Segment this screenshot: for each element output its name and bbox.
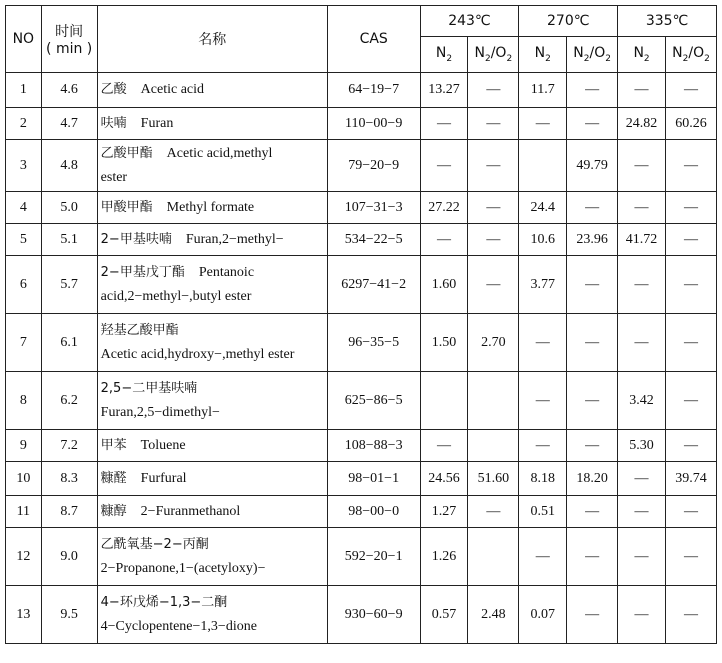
row-value: — (567, 192, 618, 224)
header-temp-335: 335℃ (618, 6, 717, 37)
row-value: — (665, 224, 716, 256)
name-english: Furfural (140, 470, 187, 486)
row-time: 7.2 (41, 430, 97, 462)
name-chinese: 2−甲基戊丁酯 (100, 264, 185, 280)
row-no: 10 (6, 462, 42, 496)
row-cas: 592−20−1 (327, 528, 420, 586)
row-name (97, 73, 327, 108)
row-name (97, 224, 327, 256)
name-english: Toluene (140, 437, 186, 453)
row-no: 2 (6, 108, 42, 140)
row-value: 13.27 (420, 73, 468, 108)
row-value: — (618, 496, 666, 528)
row-name (97, 314, 327, 372)
row-name (97, 192, 327, 224)
table-header (6, 6, 717, 73)
row-value: — (618, 140, 666, 192)
name-english: Methyl formate (166, 199, 255, 215)
row-value: — (420, 430, 468, 462)
row-value: 0.57 (420, 586, 468, 644)
table-row (6, 462, 717, 496)
compound-table (5, 5, 717, 644)
row-cas: 6297−41−2 (327, 256, 420, 314)
table-row (6, 430, 717, 462)
row-value: 3.42 (618, 372, 666, 430)
row-value: — (519, 528, 567, 586)
name-english: Furan,2−methyl− (185, 231, 284, 247)
name-chinese: 乙酸甲酯 (100, 145, 153, 161)
row-time: 5.0 (41, 192, 97, 224)
row-value: — (567, 586, 618, 644)
row-value: 3.77 (519, 256, 567, 314)
header-time-label: 时间 (55, 24, 84, 40)
table-row (6, 192, 717, 224)
row-value: — (420, 108, 468, 140)
row-cas: 79−20−9 (327, 140, 420, 192)
row-value: — (567, 73, 618, 108)
header-temp-270: 270℃ (519, 6, 618, 37)
row-value: — (665, 314, 716, 372)
row-cas: 98−01−1 (327, 462, 420, 496)
table-body (6, 73, 717, 644)
row-value: — (468, 140, 519, 192)
row-value: — (665, 496, 716, 528)
table-row (6, 73, 717, 108)
row-value: 10.6 (519, 224, 567, 256)
row-value: — (618, 462, 666, 496)
row-cas: 534−22−5 (327, 224, 420, 256)
name-chinese: 糠醇 (100, 503, 127, 519)
name-chinese: 乙酰氧基−2−丙酮 (100, 536, 209, 552)
row-value: 23.96 (567, 224, 618, 256)
row-time: 5.7 (41, 256, 97, 314)
row-value: 24.4 (519, 192, 567, 224)
row-value: — (618, 256, 666, 314)
name-english-line2: 4−Cyclopentene−1,3−dione (100, 618, 257, 634)
header-n2: $N_2$ (519, 37, 567, 73)
table-row (6, 314, 717, 372)
name-chinese: 乙酸 (100, 82, 127, 97)
row-cas: 930−60−9 (327, 586, 420, 644)
row-cas: 98−00−0 (327, 496, 420, 528)
row-value: — (468, 256, 519, 314)
name-chinese: 甲酸甲酯 (100, 199, 153, 215)
table-row (6, 140, 717, 192)
row-value: 27.22 (420, 192, 468, 224)
row-value: — (567, 314, 618, 372)
name-english: Acetic acid,methyl (166, 145, 273, 161)
row-name (97, 372, 327, 430)
row-value: 1.26 (420, 528, 468, 586)
table-row (6, 496, 717, 528)
row-value: — (468, 73, 519, 108)
row-value: 0.51 (519, 496, 567, 528)
row-value: — (665, 256, 716, 314)
row-value (468, 430, 519, 462)
row-time: 4.8 (41, 140, 97, 192)
row-time: 5.1 (41, 224, 97, 256)
row-name (97, 140, 327, 192)
name-chinese: 羟基乙酸甲酯 (100, 322, 179, 338)
row-value: — (519, 108, 567, 140)
row-value: 1.50 (420, 314, 468, 372)
row-cas: 107−31−3 (327, 192, 420, 224)
row-value: — (618, 586, 666, 644)
row-value: — (420, 140, 468, 192)
row-value: — (468, 108, 519, 140)
header-n2-o2: $N_2/O_2$ (567, 37, 618, 73)
row-value: 18.20 (567, 462, 618, 496)
header-n2-o2: $N_2/O_2$ (665, 37, 716, 73)
name-chinese: 甲苯 (100, 437, 127, 453)
row-no: 9 (6, 430, 42, 462)
row-time: 6.2 (41, 372, 97, 430)
row-value: 51.60 (468, 462, 519, 496)
row-value: — (567, 256, 618, 314)
row-value: — (567, 430, 618, 462)
row-value: — (665, 586, 716, 644)
table-row (6, 224, 717, 256)
row-value: 41.72 (618, 224, 666, 256)
row-value: 24.56 (420, 462, 468, 496)
row-no: 11 (6, 496, 42, 528)
row-value: 1.60 (420, 256, 468, 314)
row-no: 4 (6, 192, 42, 224)
row-value: — (519, 430, 567, 462)
header-no: NO (6, 6, 42, 73)
row-value: — (519, 314, 567, 372)
row-time: 9.5 (41, 586, 97, 644)
row-name (97, 430, 327, 462)
row-value: 2.48 (468, 586, 519, 644)
row-value: — (618, 528, 666, 586)
row-value: — (665, 192, 716, 224)
row-no: 1 (6, 73, 42, 108)
row-value: — (665, 430, 716, 462)
row-no: 5 (6, 224, 42, 256)
name-chinese: 糠醛 (100, 470, 127, 486)
row-name (97, 528, 327, 586)
header-time (41, 6, 97, 73)
row-value: — (665, 528, 716, 586)
row-value: 8.18 (519, 462, 567, 496)
row-cas: 625−86−5 (327, 372, 420, 430)
row-value: — (567, 372, 618, 430)
row-value (420, 372, 468, 430)
row-cas: 108−88−3 (327, 430, 420, 462)
name-english: Furan (140, 115, 174, 131)
row-no: 8 (6, 372, 42, 430)
row-value: — (420, 224, 468, 256)
row-time: 4.6 (41, 73, 97, 108)
name-chinese: 2−甲基呋喃 (100, 231, 172, 247)
row-value: — (468, 224, 519, 256)
name-english: Pentanoic (198, 264, 255, 280)
table-row (6, 528, 717, 586)
row-value: — (665, 73, 716, 108)
row-value: — (567, 108, 618, 140)
row-value: 39.74 (665, 462, 716, 496)
row-no: 7 (6, 314, 42, 372)
row-value: — (618, 192, 666, 224)
row-value: — (519, 372, 567, 430)
name-chinese: 呋喃 (100, 115, 127, 131)
row-value: — (618, 314, 666, 372)
row-value: 1.27 (420, 496, 468, 528)
name-english-line2: ester (100, 169, 128, 185)
row-value: — (567, 496, 618, 528)
row-value: 24.82 (618, 108, 666, 140)
row-time: 6.1 (41, 314, 97, 372)
row-value: — (567, 528, 618, 586)
row-time: 8.3 (41, 462, 97, 496)
header-temp-243: 243℃ (420, 6, 519, 37)
header-time-unit: ( min ) (46, 41, 93, 57)
table-row (6, 256, 717, 314)
row-value: 11.7 (519, 73, 567, 108)
row-time: 8.7 (41, 496, 97, 528)
row-value: — (618, 73, 666, 108)
table-row (6, 586, 717, 644)
row-time: 9.0 (41, 528, 97, 586)
row-value (468, 528, 519, 586)
header-n2: $N_2$ (618, 37, 666, 73)
row-value: 49.79 (567, 140, 618, 192)
row-cas: 96−35−5 (327, 314, 420, 372)
row-name (97, 586, 327, 644)
row-value: — (468, 496, 519, 528)
row-cas: 64−19−7 (327, 73, 420, 108)
name-english: Acetic acid (140, 82, 205, 97)
table-row (6, 108, 717, 140)
row-no: 12 (6, 528, 42, 586)
row-name (97, 256, 327, 314)
header-cas: CAS (327, 6, 420, 73)
table-row (6, 372, 717, 430)
row-no: 13 (6, 586, 42, 644)
name-english-line2: acid,2−methyl−,butyl ester (100, 288, 252, 304)
row-name (97, 496, 327, 528)
header-name: 名称 (97, 6, 327, 73)
row-cas: 110−00−9 (327, 108, 420, 140)
row-value: — (665, 140, 716, 192)
row-value: 60.26 (665, 108, 716, 140)
name-english-line2: 2−Propanone,1−(acetyloxy)− (100, 560, 266, 576)
name-english-line2: Acetic acid,hydroxy−,methyl ester (100, 346, 295, 362)
row-value: — (468, 192, 519, 224)
row-name (97, 462, 327, 496)
name-english-line2: Furan,2,5−dimethyl− (100, 404, 220, 420)
row-value: 0.07 (519, 586, 567, 644)
name-chinese: 4−环戊烯−1,3−二酮 (100, 594, 228, 610)
row-time: 4.7 (41, 108, 97, 140)
header-n2: $N_2$ (420, 37, 468, 73)
row-no: 6 (6, 256, 42, 314)
name-english: 2−Furanmethanol (140, 503, 241, 519)
row-value: 2.70 (468, 314, 519, 372)
row-value (519, 140, 567, 192)
row-value: — (665, 372, 716, 430)
header-n2-o2: $N_2/O_2$ (468, 37, 519, 73)
row-name (97, 108, 327, 140)
row-no: 3 (6, 140, 42, 192)
row-value (468, 372, 519, 430)
row-value: 5.30 (618, 430, 666, 462)
name-chinese: 2,5−二甲基呋喃 (100, 380, 198, 396)
